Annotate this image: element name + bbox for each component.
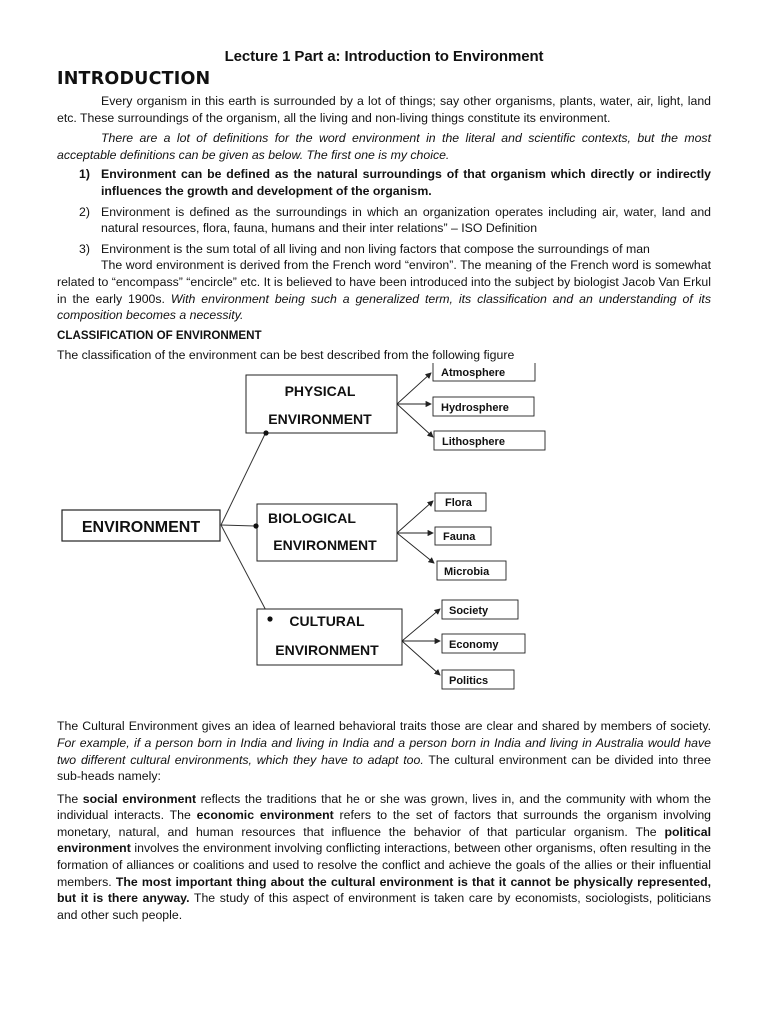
cultural-example-text: For example, if a person born in India and living in India and a person born in India and living in Australia would have two different cultural environments, which they have to adapt too. — [57, 735, 711, 767]
definition-text: Environment is the sum total of all living and non living factors that compose the surroundings of man — [101, 241, 650, 256]
flora-label: Flora — [445, 497, 472, 510]
cultural-paragraph — [57, 718, 711, 784]
economic-environment-term: economic environment — [196, 808, 334, 823]
definition-item-2 — [57, 204, 711, 237]
biological-line2: ENVIRONMENT — [273, 537, 377, 554]
definition-text: Environment can be defined as the natural surroundings of that organism which directly or indirectly influences the growth and development of the organism. — [101, 167, 711, 198]
atmosphere-label: Atmosphere — [441, 367, 506, 380]
cultural-line2: ENVIRONMENT — [275, 642, 379, 659]
hydrosphere-label: Hydrosphere — [441, 402, 509, 415]
classification-diagram — [57, 363, 711, 718]
lithosphere-label: Lithosphere — [442, 436, 505, 449]
key-point-text: The most important thing about the cultural environment is that it cannot be physically represented, but it is there anyway. — [57, 874, 711, 906]
definition-number: 1) — [79, 167, 90, 182]
definition-item-3 — [57, 241, 711, 258]
physical-dot — [263, 431, 268, 436]
classification-heading: CLASSIFICATION OF ENVIRONMENT — [57, 328, 262, 342]
intro-paragraph: Every organism in this earth is surrounded by a lot of things; say other organisms, plants, water, air, light, land etc. These surroundings of the organism, all the living and non-living things constitute its environment. — [57, 94, 711, 125]
physical-arrows — [397, 373, 433, 437]
biological-arrows — [397, 501, 434, 563]
cultural-dot — [267, 617, 272, 622]
document-page — [57, 48, 711, 929]
biological-dot — [253, 524, 258, 529]
diagram-svg — [0, 363, 768, 718]
economy-label: Economy — [449, 639, 499, 652]
cultural-text-a: The Cultural Environment gives an idea of learned behavioral traits those are clear and shared by members of society. — [57, 719, 711, 734]
definition-item-1 — [57, 166, 711, 199]
politics-label: Politics — [449, 675, 489, 688]
cultural-arrows — [402, 609, 440, 675]
definitions-intro-paragraph: There are a lot of definitions for the word environment in the literal and scientific contexts, but the most acceptable definitions can be given as below. The first one is my choice. — [57, 131, 711, 162]
physical-line2: ENVIRONMENT — [268, 411, 372, 428]
root-label: ENVIRONMENT — [81, 519, 201, 537]
microbia-label: Microbia — [444, 566, 490, 579]
definitions-list — [57, 166, 711, 257]
biological-line1: BIOLOGICAL — [268, 510, 356, 527]
classification-text: The classification of the environment can be best described from the following figure — [57, 347, 515, 362]
cultural-section — [57, 718, 711, 923]
cultural-text-b: The cultural environment can be divided into three sub-heads namely: — [57, 752, 712, 784]
etymology-italic-text: With environment being such a generalized term, its classification and an understanding of its composition becomes a necessity. — [57, 291, 712, 323]
introduction-heading: INTRODUCTION — [57, 69, 211, 89]
subheads-text-1: The — [57, 791, 83, 806]
definition-number: 3) — [79, 241, 90, 256]
political-environment-term: political environment — [57, 824, 711, 856]
etymology-text: The word environment is derived from the French word “environ”. The meaning of the French word is somewhat related to “encompass” “encircle” etc. It is believed to have been introduced into the subject by biologist Jacob Van Erkul in the early 1900s. — [57, 258, 711, 306]
subheads-paragraph — [57, 791, 711, 924]
subheads-text-2: reflects the traditions that he or she was grown, lives in, and the community with whom the individual interacts. The — [57, 791, 712, 823]
society-label: Society — [449, 605, 489, 618]
fauna-label: Fauna — [443, 531, 476, 544]
social-environment-term: social environment — [82, 791, 197, 806]
subheads-text-3: refers to the set of factors that surrounds the organism involving monetary, natural, and human resources that influence the behavior of that particular organism. The — [57, 808, 711, 839]
etymology-paragraph — [57, 257, 711, 323]
subheads-text-5: The study of this aspect of environment is taken care by economists, sociologists, politicians and other such people. — [57, 891, 711, 922]
definition-number: 2) — [79, 204, 90, 219]
physical-line1: PHYSICAL — [284, 383, 356, 400]
cultural-line1: CULTURAL — [289, 613, 365, 630]
definition-text: Environment is defined as the surroundings in which an organization operates including air, water, land and natural resources, flora, fauna, humans and their inter relations” – ISO Definition — [101, 204, 711, 236]
document-title: Lecture 1 Part a: Introduction to Environment — [224, 48, 544, 65]
subheads-text-4: involves the environment involving conflicting interactions, between other organisms, often resulting in the formation of alliances or coalitions and used to resolve the conflict and achieve the goals of the allies or their influential members. — [57, 841, 711, 889]
